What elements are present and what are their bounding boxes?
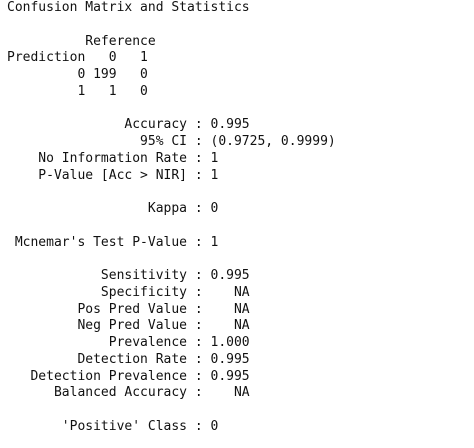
stat-neg-pred-value: Neg Pred Value : NA [7,318,250,334]
blank-line [7,218,336,235]
stat-kappa: Kappa : 0 [7,201,219,216]
stat-p-value-acc-nir: P-Value [Acc > NIR] : 1 [7,167,219,183]
stat-95-ci: 95% CI : (0.9725, 0.9999) [7,134,336,149]
blank-line [7,251,336,268]
output-title: Confusion Matrix and Statistics [7,0,250,15]
blank-line [7,402,336,419]
stat-pos-pred-value: Pos Pred Value : NA [7,301,250,317]
blank-line [7,17,336,34]
stat-accuracy: Accuracy : 0.995 [7,117,250,133]
stat-detection-prevalence: Detection Prevalence : 0.995 [7,368,250,384]
matrix-row-0: 0 199 0 [7,67,148,82]
stat-no-information-rate: No Information Rate : 1 [7,150,219,166]
stat-specificity: Specificity : NA [7,284,250,300]
matrix-prediction-header: Prediction 0 1 [7,50,148,66]
matrix-reference-header: Reference [7,33,156,49]
stat-sensitivity: Sensitivity : 0.995 [7,268,250,283]
stat-detection-rate: Detection Rate : 0.995 [7,351,250,367]
stat-mcnemar-p-value: Mcnemar's Test P-Value : 1 [7,234,219,250]
console-output [7,0,336,436]
stat-positive-class: 'Positive' Class : 0 [7,418,219,434]
matrix-row-1: 1 1 0 [7,83,148,99]
stat-balanced-accuracy: Balanced Accuracy : NA [7,385,250,401]
stat-prevalence: Prevalence : 1.000 [7,335,250,350]
blank-line [7,184,336,201]
blank-line [7,101,336,118]
